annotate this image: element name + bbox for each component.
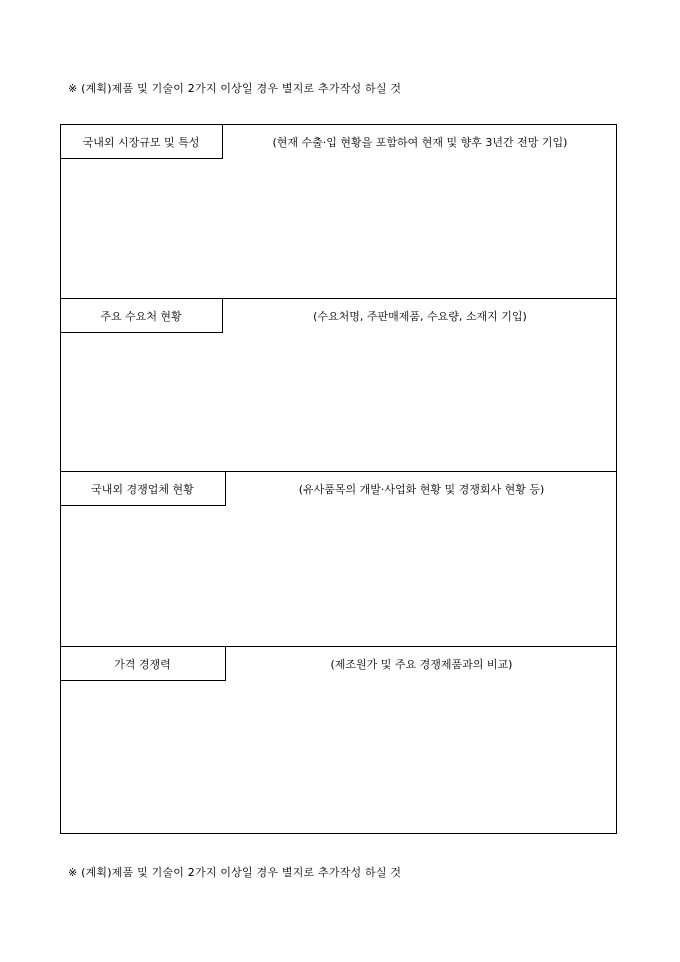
instruction-note-bottom: ※ (계획)제품 및 기술이 2가지 이상일 경우 별지로 추가작성 하실 것 xyxy=(68,866,402,879)
instruction-note-top: ※ (계획)제품 및 기술이 2가지 이상일 경우 별지로 추가작성 하실 것 xyxy=(68,82,402,95)
section-label-price: 가격 경쟁력 xyxy=(60,647,226,681)
section-label-demand: 주요 수요처 현황 xyxy=(60,299,223,333)
section-content-price[interactable] xyxy=(61,681,616,833)
section-price xyxy=(61,646,616,833)
section-content-market-size[interactable] xyxy=(61,159,616,298)
section-demand xyxy=(61,298,616,471)
section-content-competitors[interactable] xyxy=(61,506,616,646)
section-label-market-size: 국내외 시장규모 및 특성 xyxy=(60,125,223,159)
section-market-size xyxy=(61,125,616,298)
section-label-competitors: 국내외 경쟁업체 현황 xyxy=(60,472,226,506)
market-analysis-form xyxy=(60,124,617,834)
section-hint-market-size: (현재 수출·입 현황을 포함하여 현재 및 향후 3년간 전망 기입) xyxy=(272,136,568,149)
section-competitors xyxy=(61,471,616,646)
section-hint-demand: (수요처명, 주판매제품, 수요량, 소재지 기입) xyxy=(313,310,527,323)
section-hint-competitors: (유사품목의 개발·사업화 현황 및 경쟁회사 현황 등) xyxy=(298,483,545,496)
section-content-demand[interactable] xyxy=(61,333,616,471)
section-hint-price: (제조원가 및 주요 경쟁제품과의 비교) xyxy=(330,658,513,671)
